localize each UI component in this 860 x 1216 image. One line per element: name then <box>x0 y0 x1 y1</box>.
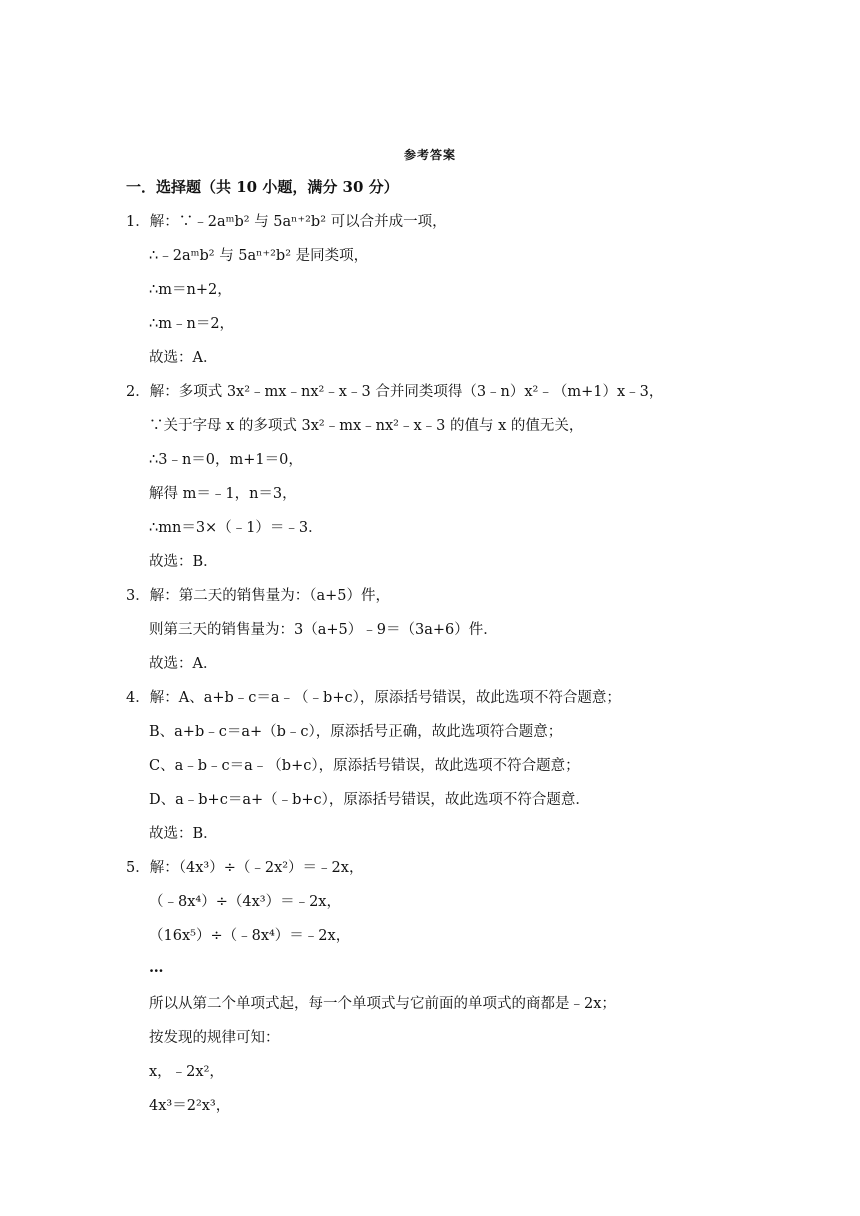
answer-4-line-2: B、a+b﹣c＝a+（b﹣c），原添括号正确，故此选项符合题意； <box>149 724 563 740</box>
answer-5-line-1: 5．解：（4x³）÷（﹣2x²）＝﹣2x， <box>126 860 364 876</box>
answer-5-line-7: x，﹣2x²， <box>149 1064 224 1080</box>
answer-5-line-3: （16x⁵）÷（﹣8x⁴）＝﹣2x， <box>149 928 351 944</box>
answer-1-line-3: ∴m＝n+2， <box>149 282 232 298</box>
answer-2-line-5: ∴mn＝3×（﹣1）＝﹣3． <box>149 520 323 536</box>
answer-4-line-3: C、a﹣b﹣c＝a﹣（b+c），原添括号错误，故此选项不符合题意； <box>149 758 580 774</box>
section-heading: 一．选择题（共 10 小题，满分 30 分） <box>126 178 399 196</box>
answer-4-line-4: D、a﹣b+c＝a+（﹣b+c），原添括号错误，故此选项不符合题意． <box>149 792 590 808</box>
answer-2-line-3: ∴3﹣n＝0，m+1＝0， <box>149 452 303 468</box>
answer-2-choice: 故选：B． <box>149 554 218 570</box>
answer-2-line-2: ∵关于字母 x 的多项式 3x²﹣mx﹣nx²﹣x﹣3 的值与 x 的值无关， <box>149 418 584 434</box>
answer-5-line-5: 所以从第二个单项式起，每一个单项式与它前面的单项式的商都是﹣2x； <box>149 996 616 1012</box>
answer-3-choice: 故选：A． <box>149 656 218 672</box>
page-title: 参考答案 <box>403 148 456 162</box>
answer-2-line-1: 2．解：多项式 3x²﹣mx﹣nx²﹣x﹣3 合并同类项得（3﹣n）x²﹣（m+1）x﹣3， <box>126 384 664 400</box>
answer-5-line-8: 4x³＝2²x³， <box>149 1098 231 1114</box>
answer-1-choice: 故选：A． <box>149 350 218 366</box>
answer-1-line-1: 1．解：∵﹣2aᵐb² 与 5aⁿ⁺²b² 可以合并成一项， <box>126 214 447 230</box>
answer-4-choice: 故选：B． <box>149 826 218 842</box>
answer-4-line-1: 4．解：A、a+b﹣c＝a﹣（﹣b+c），原添括号错误，故此选项不符合题意； <box>126 690 621 706</box>
answer-5-line-6: 按发现的规律可知： <box>149 1030 280 1046</box>
answer-5-ellipsis: … <box>149 959 165 976</box>
answer-3-line-2: 则第三天的销售量为：3（a+5）﹣9＝（3a+6）件． <box>149 622 498 638</box>
answer-1-line-4: ∴m﹣n＝2， <box>149 316 235 332</box>
answer-2-line-4: 解得 m＝﹣1，n＝3， <box>149 486 297 502</box>
answer-1-line-2: ∴﹣2aᵐb² 与 5aⁿ⁺²b² 是同类项， <box>149 248 369 264</box>
answer-3-line-1: 3．解：第二天的销售量为：（a+5）件， <box>126 588 390 604</box>
answer-5-line-2: （﹣8x⁴）÷（4x³）＝﹣2x， <box>149 894 341 910</box>
